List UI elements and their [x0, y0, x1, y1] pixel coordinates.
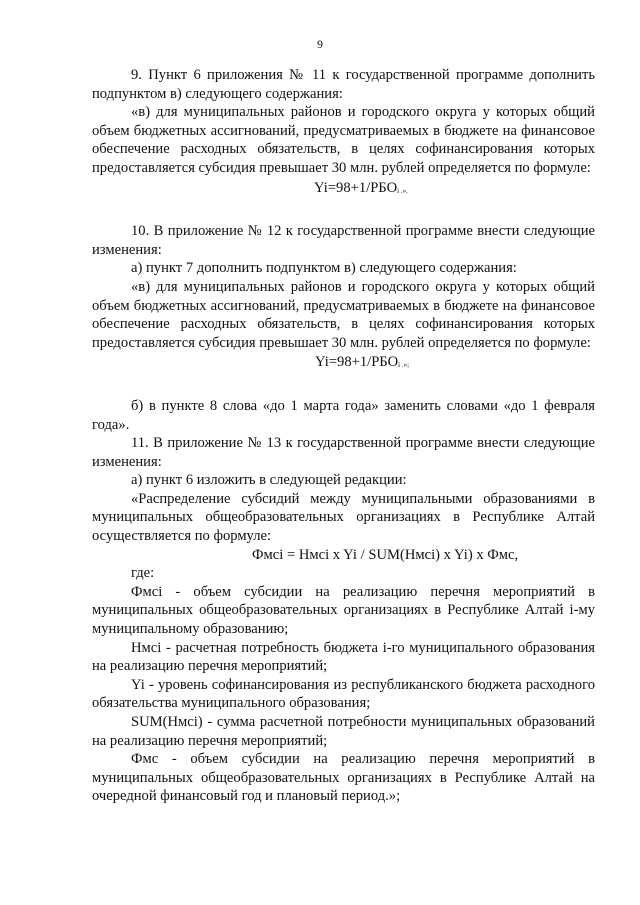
paragraph-10-b: б) в пункте 8 слова «до 1 марта года» заменить словами «до 1 февраля года».	[92, 397, 595, 433]
formula-1-main: Yi=98+1/РБО	[314, 179, 398, 196]
paragraph-11: 11. В приложение № 13 к государственной программе внести следующие изменения:	[92, 435, 595, 470]
definition-fms: Фмс - объем субсидии на реализацию перечня мероприятий в муниципальных общеобразовательных организациях в Республике Алтай на очередной финансовый год и плановый период.»;	[92, 751, 595, 805]
formula-2-main: Yi=98+1/РБО	[315, 354, 399, 371]
formula-2-subscript: i .»;	[398, 361, 410, 370]
where-label: где:	[131, 565, 155, 582]
paragraph-11-a: а) пункт 6 изложить в следующей редакции:	[131, 472, 407, 489]
formula-1-subscript: i .».	[397, 186, 408, 195]
definition-fmsi: Фмсi - объем субсидии на реализацию перечня мероприятий в муниципальных общеобразовательных организациях в Республике Алтай i-му муниципальному образованию;	[92, 583, 595, 638]
definition-sum-nmsi: SUM(Нмсi) - сумма расчетной потребности муниципальных образований на реализацию перечня мероприятий;	[92, 714, 595, 749]
paragraph-10-quote: «в) для муниципальных районов и городского округа у которых общий объем бюджетных ассигнований, предусматриваемых в бюджете на финансовое обеспечение расходных обязательств, в целях софинансирования которых предоставляется субсидия превышает 30 млн. рублей определяется по формуле:	[92, 278, 595, 351]
paragraph-10: 10. В приложение № 12 к государственной программе внести следующие изменения:	[92, 223, 595, 258]
paragraph-11-quote: «Распределение субсидий между муниципальными образованиями в муниципальных общеобразовательных организациях в Республике Алтай осуществляется по формуле:	[92, 490, 595, 545]
page-number: 9	[317, 37, 323, 51]
paragraph-10-a: а) пункт 7 дополнить подпунктом в) следующего содержания:	[131, 260, 517, 277]
formula-3: Фмсi = Нмсi x Yi / SUM(Нмсi) x Yi) x Фмс,	[252, 546, 519, 563]
definition-yi: Yi - уровень софинансирования из республиканского бюджета расходного обязательства муниципального образования;	[92, 676, 595, 712]
definition-nmsi: Нмсi - расчетная потребность бюджета i-го муниципального образования на реализацию перечня мероприятий;	[92, 639, 595, 675]
document-body	[92, 66, 595, 806]
paragraph-9-quote: «в) для муниципальных районов и городского округа у которых общий объем бюджетных ассигнований, предусматриваемых в бюджете на финансовое обеспечение расходных обязательств, в целях софинансирования которых предоставляется субсидия превышает 30 млн. рублей определяется по формуле:	[92, 104, 595, 176]
formula-2	[92, 353, 595, 375]
paragraph-9: 9. Пункт 6 приложения № 11 к государственной программе дополнить подпунктом в) следующего содержания:	[92, 67, 595, 102]
formula-1	[92, 179, 595, 201]
